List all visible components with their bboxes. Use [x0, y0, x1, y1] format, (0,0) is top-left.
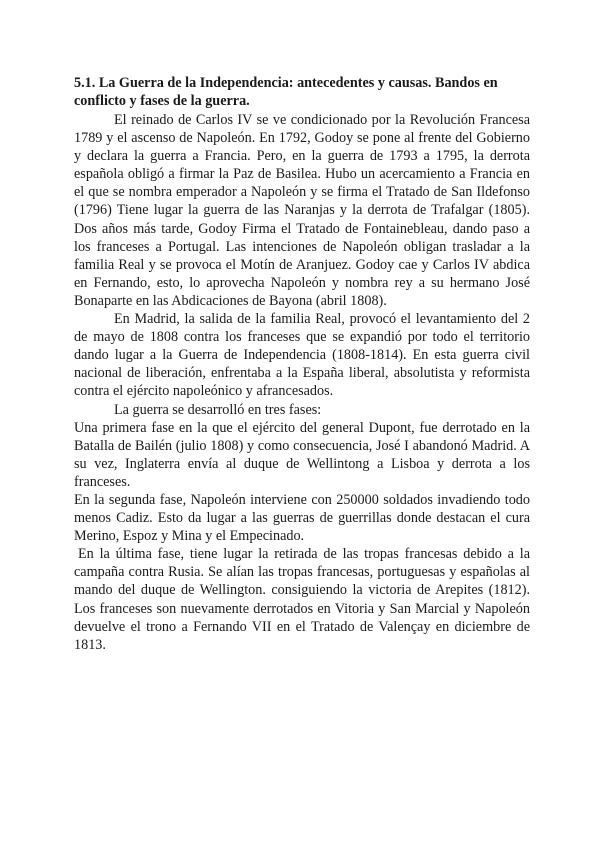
paragraph-tres-fases: La guerra se desarrolló en tres fases:: [114, 401, 322, 418]
section-title: 5.1. La Guerra de la Independencia: antecedentes y causas. Bandos en conflicto y fases de la guerra.: [74, 75, 498, 109]
paragraph-levantamiento-madrid: En Madrid, la salida de la familia Real, provocó el levantamiento del 2 de mayo de 1808 contra los franceses que se expandió por todo el territorio dando lugar a la Guerra de Independencia (1808-1814). En esta guerra civil nacional de liberación, enfrentaba a la España liberal, absolutista y reformista contra el ejército napoleónico y afrancesados.: [74, 311, 530, 400]
paragraph-primera-fase: Una primera fase en la que el ejército del general Dupont, fue derrotado en la Batalla de Bailén (julio 1808) y como consecuencia, José I abandonó Madrid. A su vez, Inglaterra envía al duque de Wellintong a Lisboa y derrota a los franceses.: [74, 419, 530, 490]
paragraph-reinado-carlos-iv: El reinado de Carlos IV se ve condicionado por la Revolución Francesa 1789 y el ascenso de Napoleón. En 1792, Godoy se pone al frente del Gobierno y declara la guerra a Francia. Pero, en la guerra de 1793 a 1795, la derrota española obligó a firmar la Paz de Basilea. Hubo un acercamiento a Francia en el que se nombra emperador a Napoleón y se firma el Tratado de San Ildefonso (1796) Tiene lugar la guerra de las Naranjas y la derrota de Trafalgar (1805). Dos años más tarde, Godoy Firma el Tratado de Fontainebleau, dando paso a los franceses a Portugal. Las intenciones de Napoleón obligan trasladar a la familia Real y se provoca el Motín de Aranjuez. Godoy cae y Carlos IV abdica en Fernando, esto, lo aprovecha Napoleón y nombra rey a su hermano José Bonaparte en las Abdicaciones de Bayona (abril 1808).: [74, 112, 530, 309]
document-page: [74, 74, 530, 654]
paragraph-ultima-fase: En la última fase, tiene lugar la retirada de las tropas francesas debido a la campaña contra Rusia. Se alían las tropas francesas, portuguesas y españolas al mando del duque de Wellington. consiguiendo la victoria de Arepites (1812). Los franceses son nuevamente derrotados en Vitoria y San Marcial y Napoleón devuelve el trono a Fernando VII en el Tratado de Valençay en diciembre de 1813.: [74, 546, 530, 653]
paragraph-segunda-fase: En la segunda fase, Napoleón interviene con 250000 soldados invadiendo todo menos Cadiz. Esto da lugar a las guerras de guerrillas donde destacan el cura Merino, Espoz y Mina y el Empecinado.: [74, 491, 530, 545]
